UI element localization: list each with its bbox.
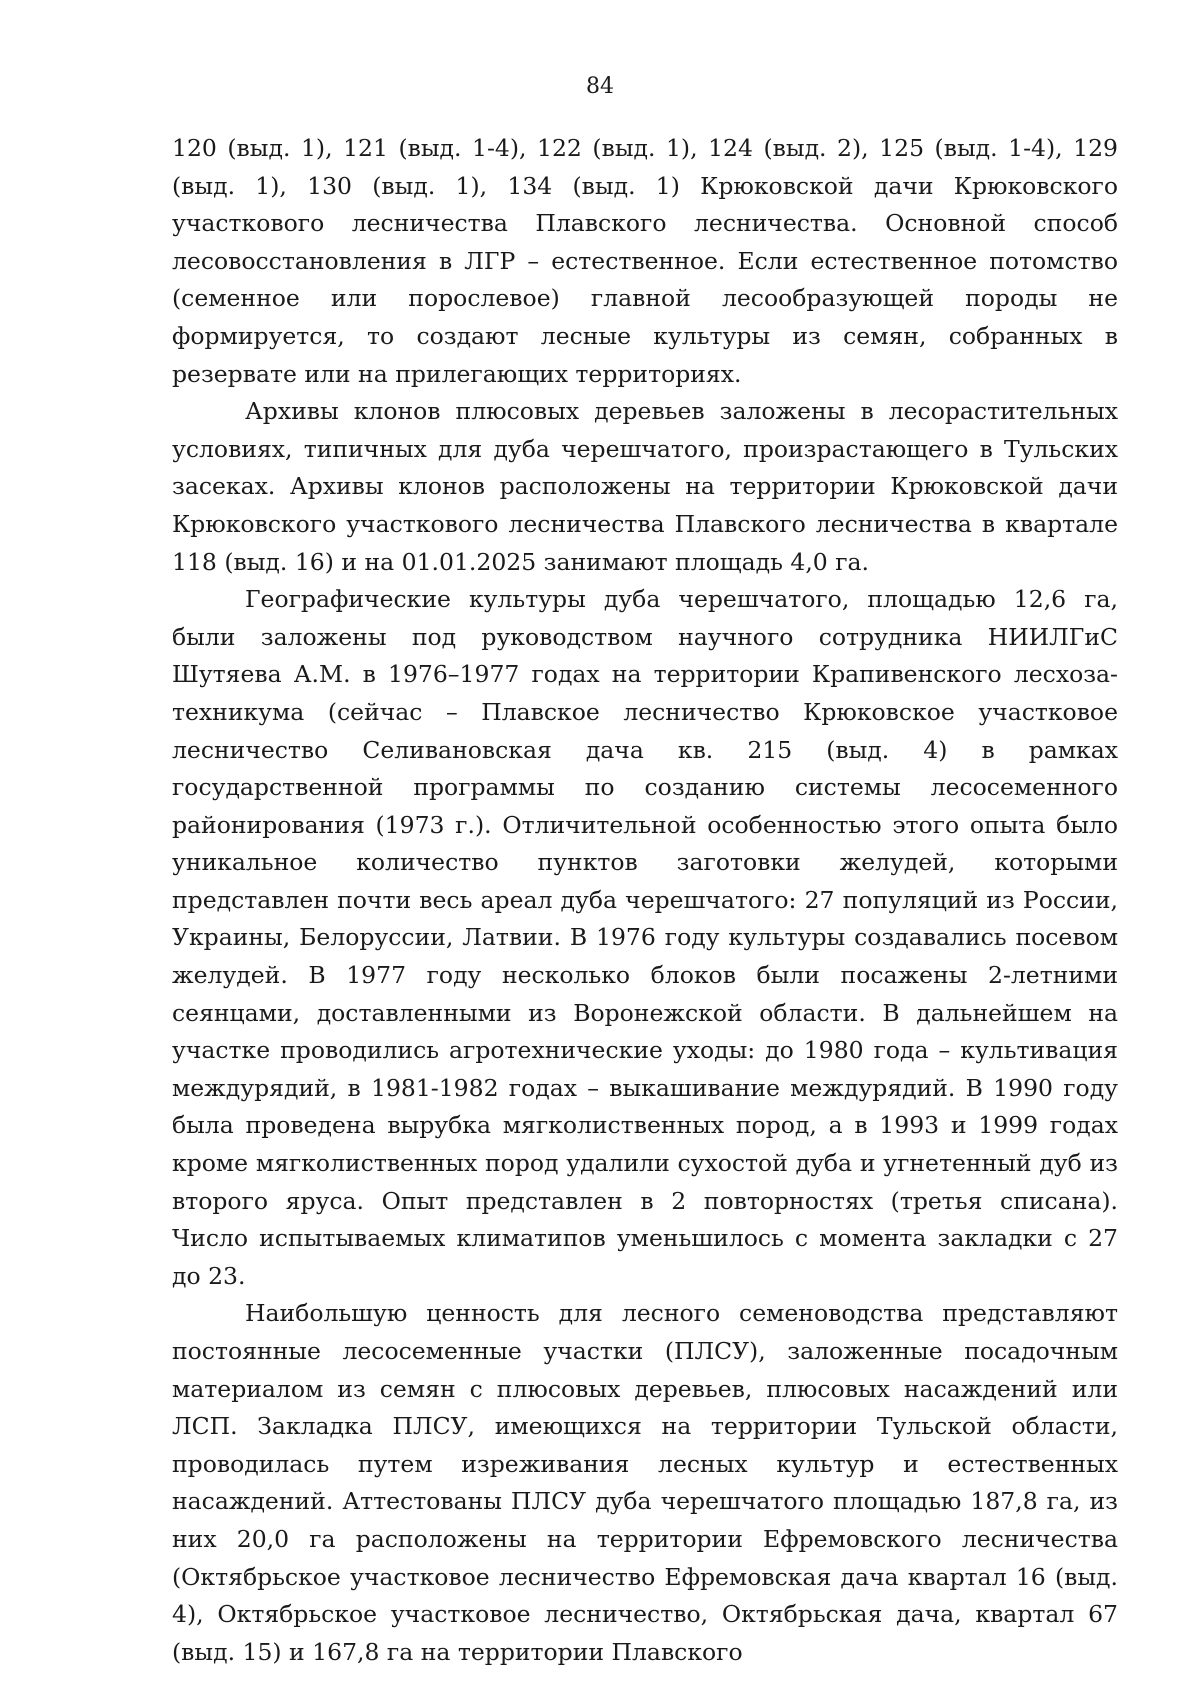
page-number: 84 — [586, 74, 614, 99]
paragraph-seed-plots: Наибольшую ценность для лесного семеноводства представляют постоянные лесосеменные участки (ПЛСУ), заложенные посадочным материалом из семян с плюсовых деревьев, плюсовых насаждений или ЛСП. Закладка ПЛСУ, имеющихся на территории Тульской области, проводилась путем изреживания лесных культур и естественных насаждений. Аттестованы ПЛСУ дуба черешчатого площадью 187,8 га, из них 20,0 га расположены на территории Ефремовского лесничества (Октябрьское участковое лесничество Ефремовская дача квартал 16 (выд. 4), Октябрьское участковое лесничество, Октябрьская дача, квартал 67 (выд. 15) и 167,8 га на территории Плавского — [172, 1299, 1118, 1666]
paragraph-continuation: 120 (выд. 1), 121 (выд. 1-4), 122 (выд. 1), 124 (выд. 2), 125 (выд. 1-4), 129 (выд. 1), 130 (выд. 1), 134 (выд. 1) Крюковской дачи Крюковского участкового лесничества Плавского лесничества. Основной способ лесовосстановления в ЛГР – естественное. Если естественное потомство (семенное или порослевое) главной лесообразующей породы не формируется, то создают лесные культуры из семян, собранных в резервате или на прилегающих территориях. — [172, 134, 1118, 388]
body-text — [172, 130, 1118, 1671]
paragraph-geographic-cultures: Географические культуры дуба черешчатого, площадью 12,6 га, были заложены под руководством научного сотрудника НИИЛГиС Шутяева А.М. в 1976–1977 годах на территории Крапивенского лесхоза-техникума (сейчас – Плавское лесничество Крюковское участковое лесничество Селивановская дача кв. 215 (выд. 4) в рамках государственной программы по созданию системы лесосеменного районирования (1973 г.). Отличительной особенностью этого опыта было уникальное количество пунктов заготовки желудей, которыми представлен почти весь ареал дуба черешчатого: 27 популяций из России, Украины, Белоруссии, Латвии. В 1976 году культуры создавались посевом желудей. В 1977 году несколько блоков были посажены 2-летними сеянцами, доставленными из Воронежской области. В дальнейшем на участке проводились агротехнические уходы: до 1980 года – культивация междурядий, в 1981-1982 годах – выкашивание междурядий. В 1990 году была проведена вырубка мягколиственных пород, а в 1993 и 1999 годах кроме мягколиственных пород удалили сухостой дуба и угнетенный дуб из второго яруса. Опыт представлен в 2 повторностях (третья списана). Число испытываемых климатипов уменьшилось с момента закладки с 27 до 23. — [172, 585, 1118, 1290]
paragraph-clone-archives: Архивы клонов плюсовых деревьев заложены в лесорастительных условиях, типичных для дуба черешчатого, произрастающего в Тульских засеках. Архивы клонов расположены на территории Крюковской дачи Крюковского участкового лесничества Плавского лесничества в квартале 118 (выд. 16) и на 01.01.2025 занимают площадь 4,0 га. — [172, 397, 1118, 576]
